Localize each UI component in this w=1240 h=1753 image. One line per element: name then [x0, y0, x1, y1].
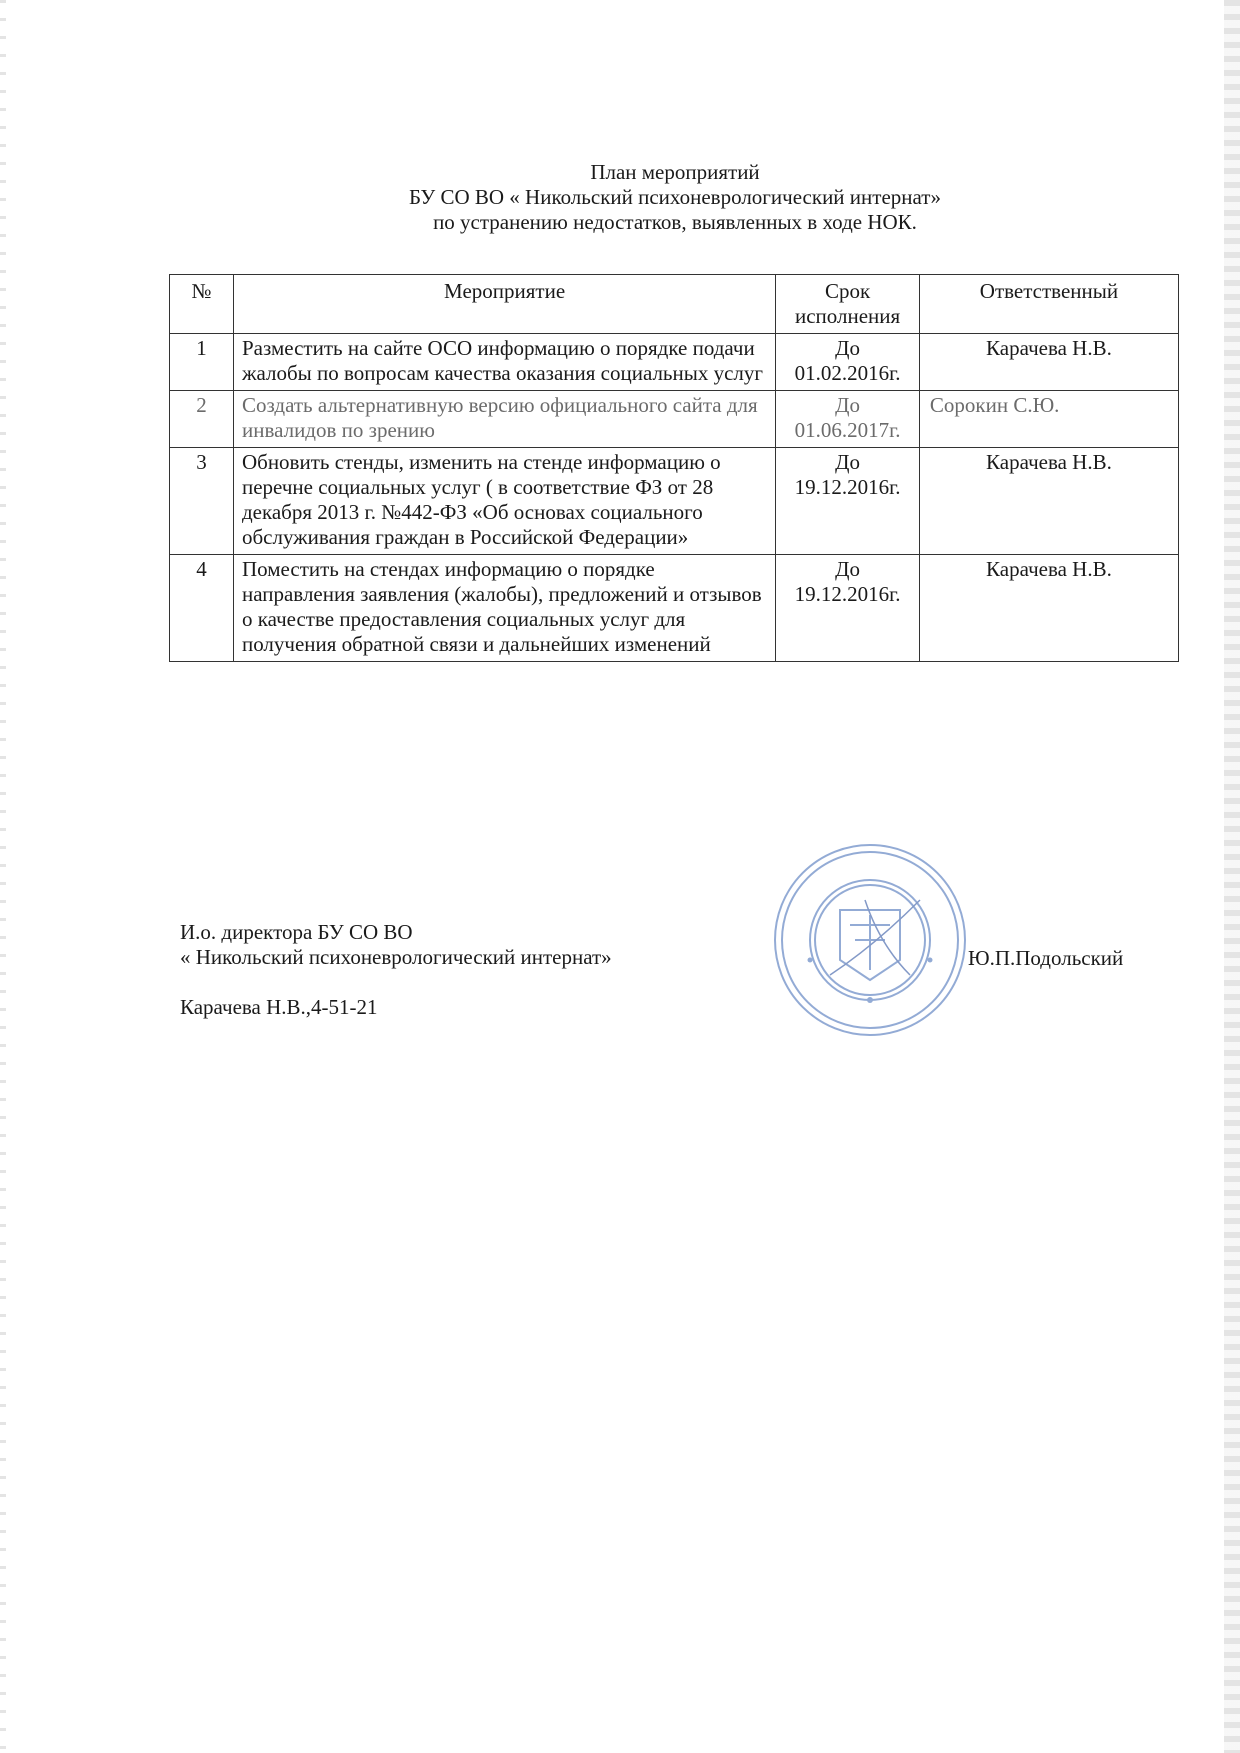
- document-title: [150, 160, 1200, 235]
- header-date: Срок исполнения: [776, 275, 920, 334]
- title-line-2: БУ СО ВО « Никольский психоневрологический интернат»: [409, 185, 941, 209]
- row-event: Поместить на стендах информацию о порядке направления заявления (жалобы), предложений и отзывов о качестве предоставления социальных услуг для получения обратной связи и дальнейших изменений: [233, 555, 775, 662]
- table-row: [170, 391, 1179, 448]
- row-event: Создать альтернативную версию официального сайта для инвалидов по зрению: [233, 391, 775, 448]
- row-responsible: Карачева Н.В.: [919, 334, 1178, 391]
- row-date-value: 01.02.2016г.: [794, 361, 901, 385]
- scan-right-edge: [1224, 0, 1240, 1753]
- row-date-value: 19.12.2016г.: [794, 582, 901, 606]
- table-header-row: [170, 275, 1179, 334]
- row-num: 2: [170, 391, 234, 448]
- row-event: Обновить стенды, изменить на стенде информацию о перечне социальных услуг ( в соответствие ФЗ от 28 декабря 2013 г. №442-ФЗ «Об основах социального обслуживания граждан в Российской Федерации»: [233, 448, 775, 555]
- row-date-prefix: До: [835, 336, 860, 360]
- row-responsible: Карачева Н.В.: [919, 448, 1178, 555]
- row-num: 4: [170, 555, 234, 662]
- contact-line: Карачева Н.В.,4-51-21: [180, 995, 378, 1019]
- row-num: 3: [170, 448, 234, 555]
- table-row: [170, 334, 1179, 391]
- signer-position-2: « Никольский психоневрологический интернат»: [180, 945, 612, 969]
- row-date: [776, 391, 920, 448]
- row-event: Разместить на сайте ОСО информацию о порядке подачи жалобы по вопросам качества оказания социальных услуг: [233, 334, 775, 391]
- header-num: №: [170, 275, 234, 334]
- round-seal-icon: [770, 840, 970, 1040]
- header-responsible: Ответственный: [919, 275, 1178, 334]
- title-line-1: План мероприятий: [590, 160, 760, 184]
- row-responsible-text: Сорокин С.Ю.: [929, 393, 1060, 417]
- row-date: [776, 448, 920, 555]
- table-row: [170, 448, 1179, 555]
- header-event: Мероприятие: [233, 275, 775, 334]
- signer-name: Ю.П.Подольский: [968, 946, 1124, 970]
- row-date: [776, 555, 920, 662]
- table-row: [170, 555, 1179, 662]
- row-date-prefix: До: [835, 450, 860, 474]
- row-date-prefix: До: [835, 557, 860, 581]
- row-date-value: 19.12.2016г.: [794, 475, 901, 499]
- row-date-prefix: До: [835, 393, 860, 417]
- plan-table: [169, 274, 1179, 662]
- row-responsible: [919, 391, 1178, 448]
- row-responsible: Карачева Н.В.: [919, 555, 1178, 662]
- scan-left-edge: [0, 0, 6, 1753]
- title-line-3: по устранению недостатков, выявленных в ходе НОК.: [433, 210, 917, 234]
- row-date: [776, 334, 920, 391]
- signature-block: [180, 920, 612, 1020]
- row-date-value: 01.06.2017г.: [794, 418, 901, 442]
- row-num: 1: [170, 334, 234, 391]
- signer-position-1: И.о. директора БУ СО ВО: [180, 920, 413, 944]
